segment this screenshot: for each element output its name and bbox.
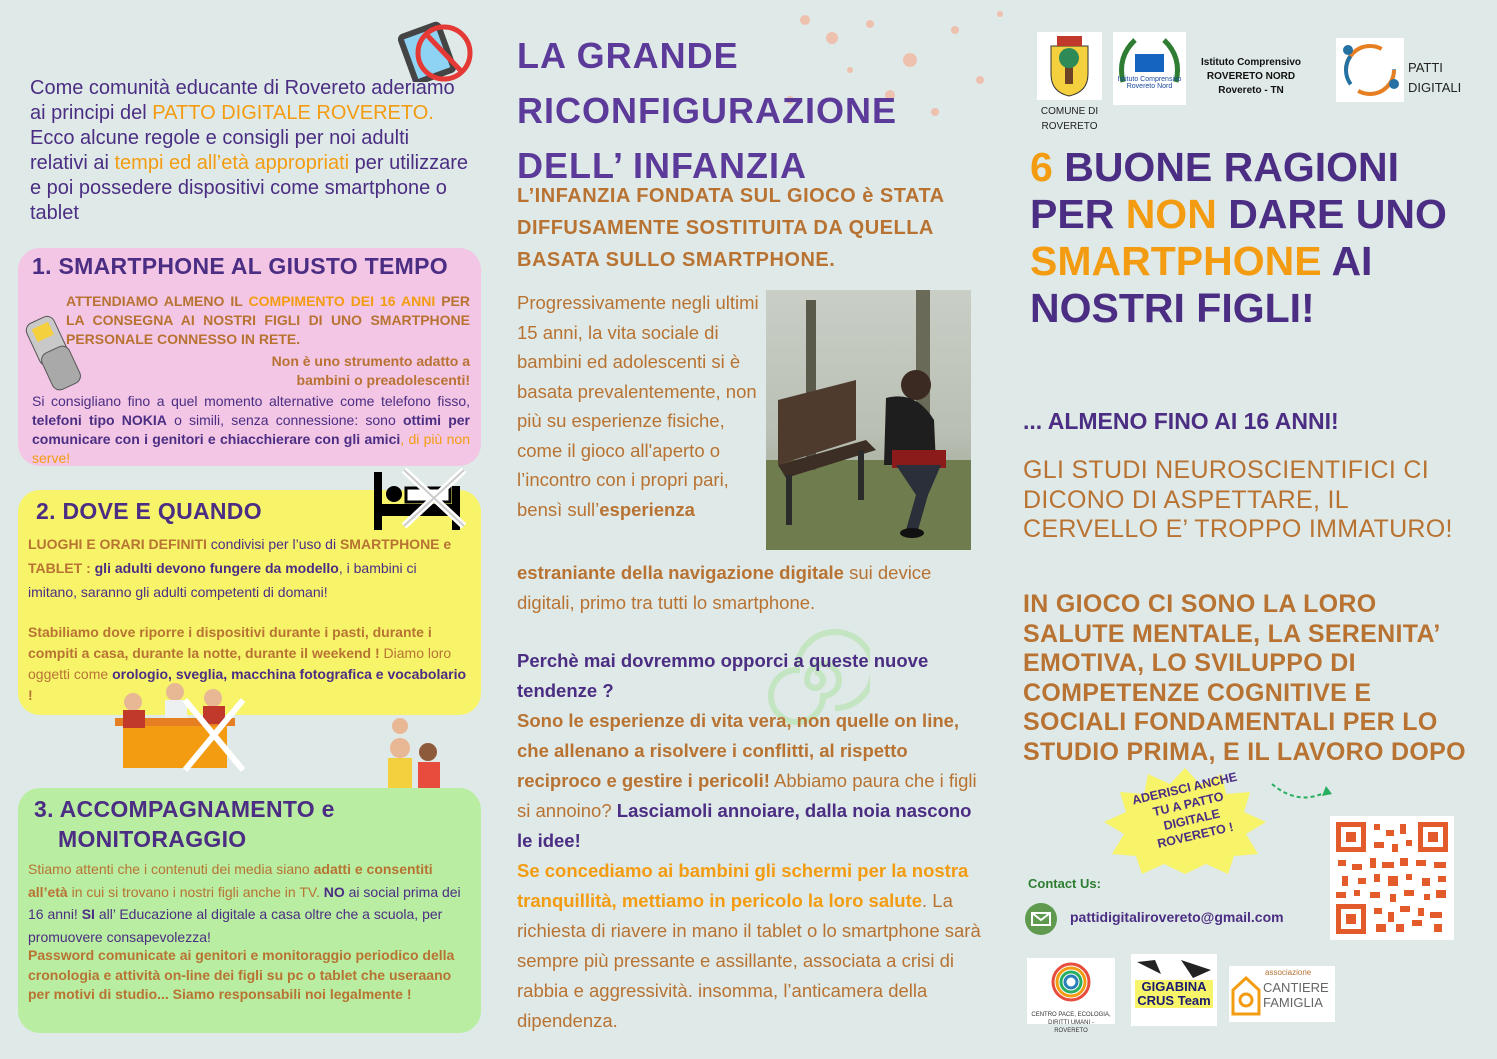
intro-text: Come comunità educante di Rovereto aderiamo ai principi del (30, 77, 455, 124)
centro-pace-logo (1027, 958, 1115, 1034)
boy-on-bench-photo (766, 290, 971, 550)
box1-text2: Non è uno strumento adatto a bambini o preadolescenti! (271, 353, 470, 388)
cantiere-famiglia-logo (1229, 966, 1335, 1022)
box3-text2: Password comunicate ai genitori e monitoraggio periodico della cronologia e attività on-line dei figli su pc o tablet che useraano per motivi di studio... Siamo responsabili noi legalmente ! (28, 947, 455, 1002)
no-smartphone-icon (398, 20, 478, 82)
middle-body-3: Sono le esperienze di vita vera, non quelle on line, che allenano a risolvere i conflitti, al rispetto reciproco e gestire i pericoli! Abbiamo paura che i figli si annoino? Lasciamoli annoiare, dalla noia nascono le idee! Se concediamo ai bambini gli schermi per la nostra tranquillità, mettiamo in pericolo la loro salute. La richiesta di riavere in mano il tablet o lo smartphone sarà sempre più pressante e assillante, associata a crisi di rabbia e aggressività. insomma, l’anticamera della dipendenza. (517, 710, 981, 1031)
box2-text1: LUOGHI E ORARI DEFINITI condivisi per l’uso di SMARTPHONE e TABLET : gli adulti devono fungere da modello, i bambini ci imitano, saranno gli adulti competenti di domani! (28, 536, 452, 600)
email-icon (1024, 902, 1058, 936)
box2-text2: Stabiliamo dove riporre i dispositivi durante i pasti, durante i compiti a casa, durante la notte, durante il weekend ! Diamo loro oggetti come orologio, sveglia, macchina fotografica e vocabolario ! (28, 624, 467, 703)
neuroscience-text: GLI STUDI NEUROSCIENTIFICI CI DICONO DI ASPETTARE, IL CERVELLO E’ TROPPO IMMATURO! (1023, 456, 1453, 543)
coat-of-arms-icon (1037, 32, 1102, 100)
comune-label: COMUNE DI ROVERETO (1040, 106, 1099, 132)
box3-title-line1: 3. ACCOMPAGNAMENTO e (34, 796, 335, 822)
cantiere-small-label: associazione (1265, 968, 1312, 977)
middle-title: LA GRANDE RICONFIGURAZIONE DELL’ INFANZIA (517, 35, 897, 186)
box2-title: 2. DOVE E QUANDO (36, 498, 262, 524)
email-link[interactable]: pattidigitalirovereto@gmail.com (1070, 909, 1284, 925)
box3-text1: Stiamo attenti che i contenuti dei media siano adatti e consentiti all’età in cui si trovano i nostri figli anche in TV. NO ai social prima dei 16 anni! SI all’ Educazione al digitale a casa oltre che a scuola, per promuovere consapevolezza! (28, 861, 461, 945)
patti-digitali-logo (1336, 38, 1404, 102)
comune-logo (1037, 32, 1102, 100)
intro-highlight: tempi ed all’età appropriati (114, 152, 350, 174)
rainbow-circle-icon (1027, 958, 1115, 1006)
box1-text1: ATTENDIAMO ALMENO IL COMPIMENTO DEI 16 ANNI PER LA CONSEGNA AI NOSTRI FIGLI DI UNO SMARTPHONE PERSONALE CONNESSO IN RETE. (66, 293, 470, 347)
contact-label: Contact Us: (1028, 876, 1101, 891)
qr-code[interactable] (1330, 816, 1454, 940)
no-bed-icon (368, 462, 466, 534)
box3-title-line2: MONITORAGGIO (58, 826, 247, 852)
intro-text: Ecco alcune regole e consigli per noi adulti relativi ai (30, 127, 410, 174)
in-gioco-text: IN GIOCO CI SONO LA LORO SALUTE MENTALE, LA SERENITA’ EMOTIVA, LO SVILUPPO DI COMPETENZE COGNITIVE E SOCIALI FONDAMENTALI PER LO STUDIO PRIMA, E IL LAVORO DOPO (1023, 590, 1466, 766)
patti-digitali-icon (1336, 38, 1404, 102)
middle-body-1: Progressivamente negli ultimi 15 anni, la vita sociale di bambini ed adolescenti si è basata prevalentemente, non più su esperienze fisiche, come il gioco all'aperto o l’incontro con i propri pari, bensì sull’esperienza (517, 292, 759, 520)
intro-paragraph (30, 76, 470, 226)
middle-question: Perchè mai dovremmo opporci a queste nuove tendenze ? (517, 650, 929, 701)
main-headline: 6 BUONE RAGIONI PER NON DARE UNO SMARTPHONE AI NOSTRI FIGLI! (1030, 144, 1447, 331)
istituto-logo (1113, 32, 1186, 105)
intro-text: per utilizzare e poi possedere dispositivi come smartphone o tablet (30, 152, 469, 224)
istituto-inner-label: Istituto Comprensivo Rovereto Nord (1117, 76, 1182, 90)
old-phone-icon (24, 314, 88, 392)
istituto-label: Istituto Comprensivo ROVERETO NORD Rovereto - TN (1200, 57, 1301, 96)
middle-body-2: estraniante della navigazione digitale sui device digitali, primo tra tutti lo smartphone. (517, 562, 932, 613)
family-table-illustration (105, 680, 245, 772)
intro-highlight: PATTO DIGITALE ROVERETO. (152, 102, 434, 124)
box1-title: 1. SMARTPHONE AL GIUSTO TEMPO (32, 253, 448, 279)
aderisci-badge-text: ADERISCI ANCHE TU A PATTO DIGITALE ROVERETO ! (1130, 769, 1239, 851)
patti-label: PATTI DIGITALI (1408, 60, 1462, 95)
laurel-book-icon (1113, 32, 1186, 105)
cantiere-label: CANTIERE FAMIGLIA (1263, 980, 1329, 1010)
middle-subtitle: L’INFANZIA FONDATA SUL GIOCO è STATA DIFFUSAMENTE SOSTITUITA DA QUELLA BASATA SULLO SMARTPHONE. (517, 185, 944, 271)
box-smartphone-al-giusto-tempo (18, 248, 481, 466)
box-accompagnamento-monitoraggio (18, 788, 481, 1033)
centro-pace-label: CENTRO PACE, ECOLOGIA, DIRITTI UMANI - ROVERETO (1031, 1012, 1111, 1034)
almeno-fino-16: ... ALMENO FINO AI 16 ANNI! (1023, 408, 1339, 434)
box1-text3: Si consigliano fino a quel momento alternative come telefono fisso, telefoni tipo NOKIA o simili, senza connessione: sono ottimi per comunicare con i genitori e chiacchierare con gli amici, di più non serve! (32, 393, 470, 466)
house-icon (1231, 976, 1261, 1016)
gigabina-label: GIGABINA CRUS Team (1135, 980, 1213, 1008)
arrow-icon (1268, 772, 1334, 808)
gigabina-logo (1131, 954, 1217, 1026)
